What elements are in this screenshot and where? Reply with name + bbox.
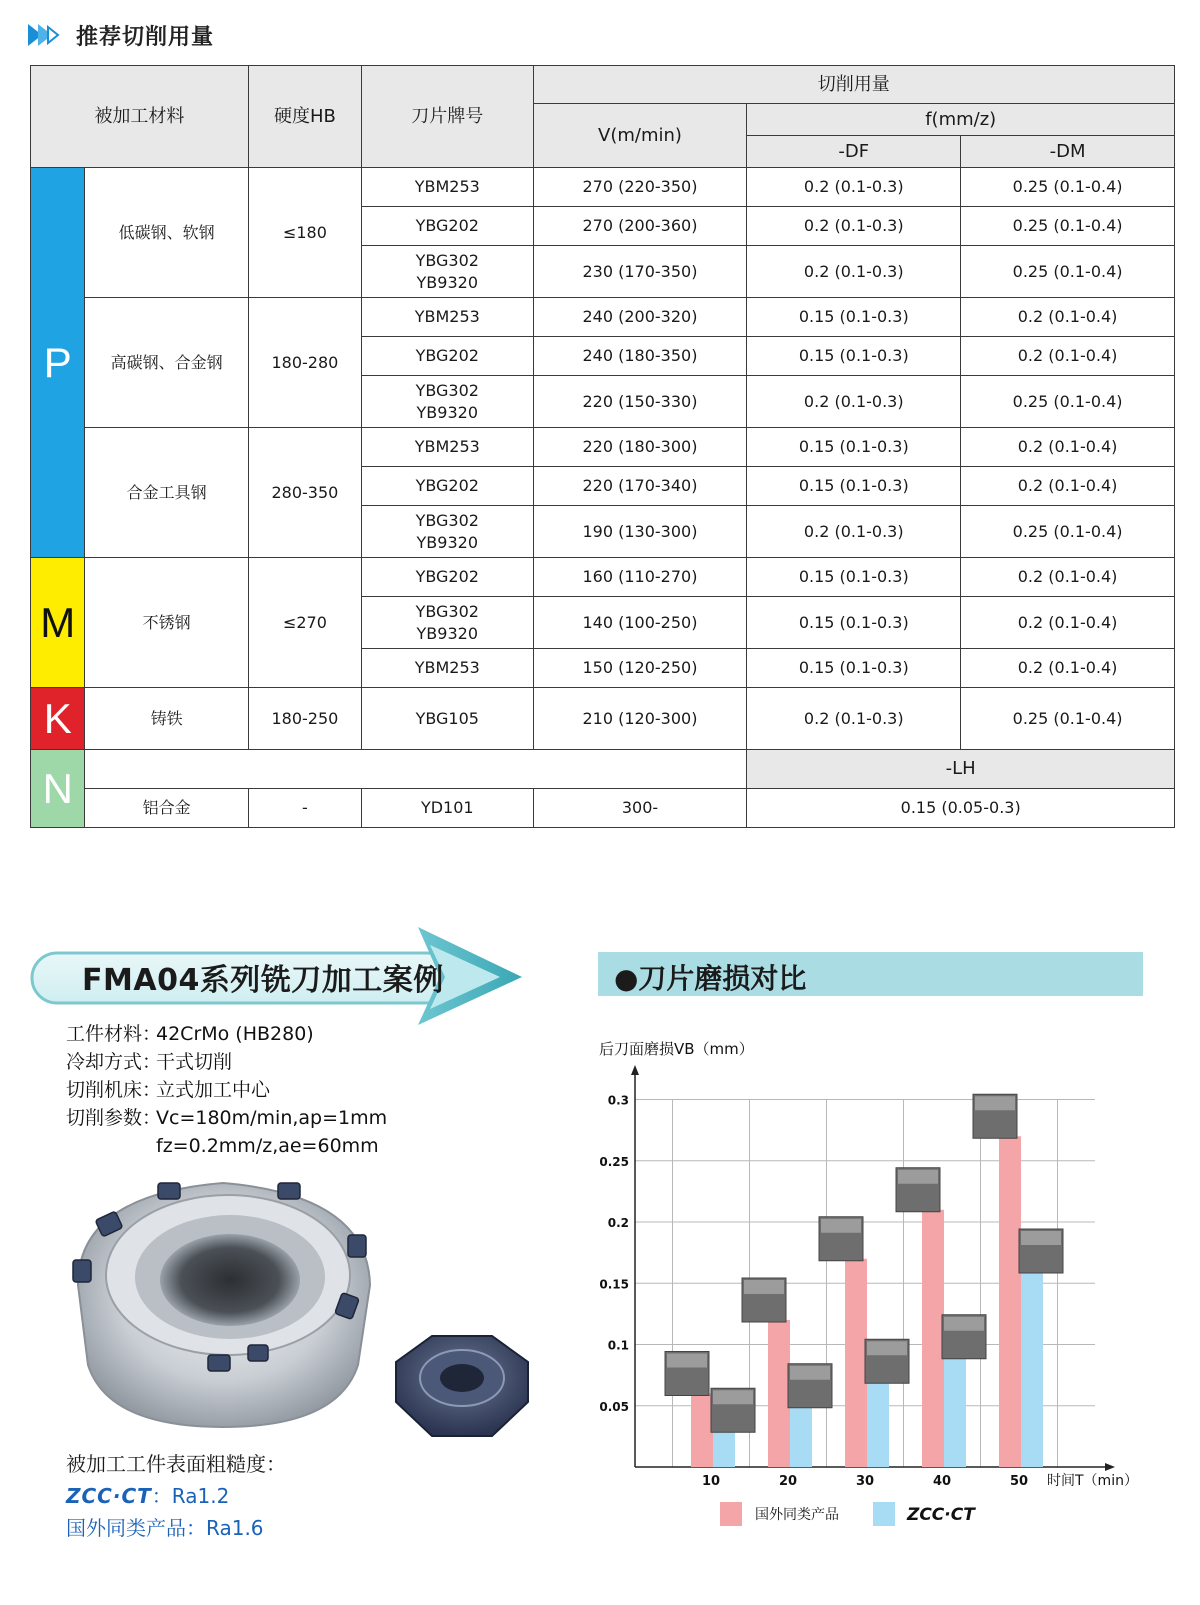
grade-cell: YBM253 xyxy=(361,649,533,688)
dm-cell: 0.2 (0.1-0.4) xyxy=(961,597,1175,649)
grade-letter-k: K xyxy=(31,688,85,750)
grade-cell: YBM253 xyxy=(361,168,533,207)
cooling-value: 干式切削 xyxy=(156,1051,233,1073)
header-hardness: 硬度HB xyxy=(248,66,361,168)
material-name: 合金工具钢 xyxy=(85,428,248,558)
grade-cell xyxy=(361,376,533,428)
grade-line: YBG302 xyxy=(415,510,479,530)
y-tick-label: 0.1 xyxy=(607,1338,629,1353)
y-axis-label: 后刀面磨损VB（mm） xyxy=(599,1040,754,1058)
header-cutting: 切削用量 xyxy=(533,66,1174,104)
grade-line: YB9320 xyxy=(416,623,478,643)
v-cell: 140 (100-250) xyxy=(533,597,747,649)
double-arrow-icon xyxy=(28,24,62,46)
wear-photo-highlight xyxy=(790,1366,830,1380)
wear-section-title: ●刀片磨损对比 xyxy=(614,962,807,995)
grade-cell: YBG202 xyxy=(361,558,533,597)
wear-photo-highlight xyxy=(744,1280,784,1294)
y-tick-label: 0.2 xyxy=(607,1216,629,1230)
x-axis-arrow xyxy=(1105,1463,1115,1471)
df-cell: 0.2 (0.1-0.3) xyxy=(747,506,961,558)
df-cell: 0.2 (0.1-0.3) xyxy=(747,168,961,207)
hardness-value: ≤180 xyxy=(248,168,361,298)
grade-cell: YBG202 xyxy=(361,467,533,506)
grade-cell: YBM253 xyxy=(361,298,533,337)
grade-cell xyxy=(361,246,533,298)
y-tick-label: 0.25 xyxy=(599,1154,629,1169)
material-name: 不锈钢 xyxy=(85,558,248,688)
y-axis-arrow xyxy=(631,1065,639,1075)
grade-cell xyxy=(361,597,533,649)
y-tick-label: 0.05 xyxy=(599,1399,629,1414)
wear-photo-highlight xyxy=(713,1390,753,1404)
v-cell: 240 (180-350) xyxy=(533,337,747,376)
df-cell: 0.2 (0.1-0.3) xyxy=(747,376,961,428)
params-line1: Vc=180m/min,ap=1mm xyxy=(156,1107,388,1129)
table-row xyxy=(31,688,1175,750)
x-tick-label: 30 xyxy=(855,1474,875,1489)
dm-cell: 0.25 (0.1-0.4) xyxy=(961,506,1175,558)
table-row xyxy=(31,750,1175,789)
header-v: V(m/min) xyxy=(533,104,747,168)
legend-label-foreign: 国外同类产品 xyxy=(755,1507,839,1523)
dm-cell: 0.25 (0.1-0.4) xyxy=(961,168,1175,207)
header-f: f(mm/z) xyxy=(747,104,1175,136)
dm-cell: 0.25 (0.1-0.4) xyxy=(961,688,1175,750)
wear-photo-highlight xyxy=(667,1354,707,1368)
cutting-parameters-table xyxy=(30,65,1175,828)
dm-cell: 0.2 (0.1-0.4) xyxy=(961,428,1175,467)
material-name: 铝合金 xyxy=(85,789,248,828)
params-label: 切削参数： xyxy=(66,1107,162,1129)
machine-value: 立式加工中心 xyxy=(156,1079,271,1101)
wear-photo-highlight xyxy=(898,1170,938,1184)
legend-label-zcc: ZCC·CT xyxy=(907,1505,975,1525)
v-cell: 220 (180-300) xyxy=(533,428,747,467)
y-tick-label: 0.3 xyxy=(607,1093,629,1108)
empty-cell xyxy=(85,750,747,789)
bar-foreign xyxy=(845,1259,867,1467)
v-cell: 270 (220-350) xyxy=(533,168,747,207)
dm-cell: 0.2 (0.1-0.4) xyxy=(961,337,1175,376)
table-row xyxy=(31,168,1175,207)
material-label: 工件材料： xyxy=(66,1023,162,1045)
bar-foreign xyxy=(691,1394,713,1468)
dm-cell: 0.25 (0.1-0.4) xyxy=(961,207,1175,246)
v-cell: 150 (120-250) xyxy=(533,649,747,688)
grade-cell: YBM253 xyxy=(361,428,533,467)
grade-letter-m: M xyxy=(31,558,85,688)
df-cell: 0.15 (0.1-0.3) xyxy=(747,649,961,688)
roughness-title: 被加工工件表面粗糙度： xyxy=(66,1452,286,1476)
v-cell: 300- xyxy=(533,789,747,828)
wear-photo-highlight xyxy=(975,1096,1015,1110)
df-cell: 0.2 (0.1-0.3) xyxy=(747,246,961,298)
material-name: 低碳钢、软钢 xyxy=(85,168,248,298)
material-value: 42CrMo (HB280) xyxy=(156,1023,314,1045)
v-cell: 240 (200-320) xyxy=(533,298,747,337)
df-cell: 0.15 (0.1-0.3) xyxy=(747,467,961,506)
x-tick-label: 50 xyxy=(1009,1474,1029,1489)
v-cell: 270 (200-360) xyxy=(533,207,747,246)
wear-section-header xyxy=(598,952,1143,996)
x-tick-label: 40 xyxy=(932,1474,952,1489)
dm-cell: 0.2 (0.1-0.4) xyxy=(961,558,1175,597)
case-study-info xyxy=(66,1020,387,1160)
bar-zcc xyxy=(790,1406,812,1467)
dm-cell: 0.2 (0.1-0.4) xyxy=(961,298,1175,337)
material-name: 铸铁 xyxy=(85,688,248,750)
bar-zcc xyxy=(867,1381,889,1467)
grade-letter-p: P xyxy=(31,168,85,558)
wear-photo-highlight xyxy=(867,1341,907,1355)
zcc-roughness-row xyxy=(66,1480,286,1512)
foreign-ra-value: Ra1.6 xyxy=(206,1516,264,1540)
df-cell: 0.2 (0.1-0.3) xyxy=(747,207,961,246)
table-row xyxy=(31,428,1175,467)
bar-foreign xyxy=(922,1210,944,1467)
zcc-ct-logo: ZCC·CT xyxy=(66,1484,152,1508)
machine-label: 切削机床： xyxy=(66,1079,162,1101)
legend-swatch-zcc xyxy=(873,1502,895,1526)
foreign-label: 国外同类产品： xyxy=(66,1516,206,1540)
df-cell: 0.15 (0.1-0.3) xyxy=(747,558,961,597)
df-cell: 0.15 (0.1-0.3) xyxy=(747,428,961,467)
table-row xyxy=(31,298,1175,337)
x-tick-label: 20 xyxy=(778,1474,798,1489)
df-cell: 0.15 (0.1-0.3) xyxy=(747,337,961,376)
bar-zcc xyxy=(944,1357,966,1467)
zcc-ra-value: ：Ra1.2 xyxy=(151,1484,230,1508)
case-study-title: FMA04系列铣刀加工案例 xyxy=(82,963,444,998)
v-cell: 220 (170-340) xyxy=(533,467,747,506)
page-title: 推荐切削用量 xyxy=(76,24,215,50)
bar-foreign xyxy=(768,1320,790,1467)
octagonal-insert-image xyxy=(392,1332,532,1442)
grade-line: YBG302 xyxy=(415,250,479,270)
header-lh: -LH xyxy=(747,750,1175,789)
material-name: 高碳钢、合金钢 xyxy=(85,298,248,428)
page-header xyxy=(28,18,214,52)
df-cell: 0.15 (0.1-0.3) xyxy=(747,298,961,337)
wear-photo-highlight xyxy=(944,1317,984,1331)
grade-line: YB9320 xyxy=(416,272,478,292)
x-tick-label: 10 xyxy=(701,1474,721,1489)
hardness-value: 180-250 xyxy=(248,688,361,750)
hardness-value: 180-280 xyxy=(248,298,361,428)
x-axis-label: 时间T（min） xyxy=(1047,1473,1138,1489)
wear-photo-highlight xyxy=(821,1219,861,1233)
milling-cutter-image xyxy=(58,1165,388,1435)
grade-cell xyxy=(361,506,533,558)
header-material: 被加工材料 xyxy=(31,66,249,168)
legend-swatch-foreign xyxy=(720,1502,742,1526)
grade-line: YB9320 xyxy=(416,402,478,422)
y-tick-label: 0.15 xyxy=(599,1277,629,1292)
dm-cell: 0.25 (0.1-0.4) xyxy=(961,246,1175,298)
foreign-roughness-row xyxy=(66,1512,286,1544)
table-row xyxy=(31,789,1175,828)
lh-cell: 0.15 (0.05-0.3) xyxy=(747,789,1175,828)
bar-zcc xyxy=(713,1430,735,1467)
grade-letter-n: N xyxy=(31,750,85,828)
case-study-banner xyxy=(30,925,540,1035)
grade-cell: YD101 xyxy=(361,789,533,828)
v-cell: 230 (170-350) xyxy=(533,246,747,298)
params-line2: fz=0.2mm/z,ae=60mm xyxy=(156,1135,379,1157)
v-cell: 190 (130-300) xyxy=(533,506,747,558)
df-cell: 0.2 (0.1-0.3) xyxy=(747,688,961,750)
grade-line: YB9320 xyxy=(416,532,478,552)
df-cell: 0.15 (0.1-0.3) xyxy=(747,597,961,649)
hardness-value: ≤270 xyxy=(248,558,361,688)
wear-comparison-chart xyxy=(595,1030,1155,1530)
table-row xyxy=(31,558,1175,597)
cooling-label: 冷却方式： xyxy=(66,1051,162,1073)
surface-roughness xyxy=(66,1448,286,1544)
grade-line: YBG302 xyxy=(415,601,479,621)
grade-cell: YBG202 xyxy=(361,207,533,246)
dm-cell: 0.2 (0.1-0.4) xyxy=(961,649,1175,688)
dm-cell: 0.2 (0.1-0.4) xyxy=(961,467,1175,506)
grade-cell: YBG202 xyxy=(361,337,533,376)
dm-cell: 0.25 (0.1-0.4) xyxy=(961,376,1175,428)
header-df: -DF xyxy=(747,136,961,168)
hardness-value: - xyxy=(248,789,361,828)
grade-cell: YBG105 xyxy=(361,688,533,750)
bar-zcc xyxy=(1021,1271,1043,1467)
header-grade: 刀片牌号 xyxy=(361,66,533,168)
v-cell: 210 (120-300) xyxy=(533,688,747,750)
v-cell: 220 (150-330) xyxy=(533,376,747,428)
bar-foreign xyxy=(999,1136,1021,1467)
v-cell: 160 (110-270) xyxy=(533,558,747,597)
grade-line: YBG302 xyxy=(415,380,479,400)
hardness-value: 280-350 xyxy=(248,428,361,558)
wear-photo-highlight xyxy=(1021,1231,1061,1245)
header-dm: -DM xyxy=(961,136,1175,168)
